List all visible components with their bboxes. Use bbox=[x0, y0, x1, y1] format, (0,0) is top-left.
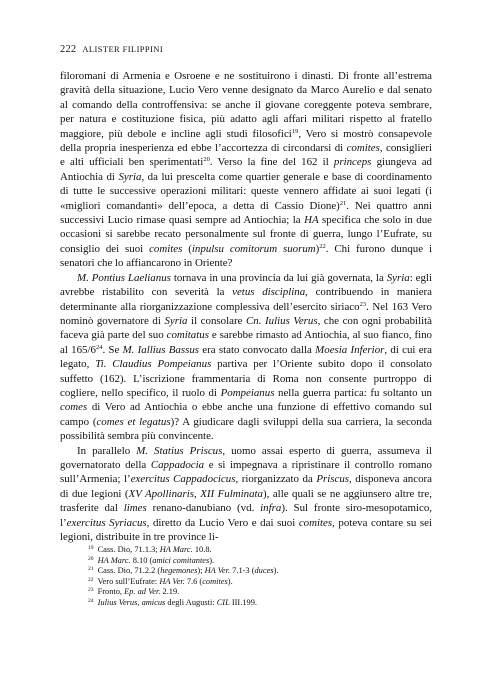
text-run: . Nei quattro anni successivi Lucio rimase quasi sempre ad Antiochia; la bbox=[60, 199, 432, 227]
italic-text: Cn. Iulius Verus bbox=[246, 314, 318, 327]
text-run: . Verso la fine del 162 il bbox=[209, 156, 334, 169]
footnote-23 bbox=[88, 587, 408, 598]
text-run: ( bbox=[182, 242, 192, 255]
running-header bbox=[60, 44, 163, 55]
text-run: : egli avrebbe ristabilito con severità la bbox=[60, 271, 432, 299]
italic-text: duces bbox=[254, 566, 274, 576]
text-run: giungeva ad Antiochia di bbox=[60, 156, 432, 183]
text-run: ). bbox=[227, 576, 233, 586]
italic-text: comitatus bbox=[166, 329, 209, 342]
text-run: , che con ogni probabilità faceva già parte del suo bbox=[60, 314, 432, 342]
text-run: era stato convocato dalla bbox=[199, 343, 316, 356]
italic-text: Syria bbox=[118, 170, 142, 183]
footnote-ref: 22 bbox=[319, 242, 326, 250]
text-run: il consolare bbox=[187, 314, 246, 327]
italic-text: Moesia Inferior bbox=[315, 343, 385, 356]
page-number: 222 bbox=[60, 44, 77, 55]
text-run: ) bbox=[315, 242, 320, 255]
text-run: ); bbox=[197, 566, 205, 576]
text-run: Cass. Dio, 71.2.2 ( bbox=[95, 566, 161, 576]
text-run: , di cui era legato, bbox=[60, 343, 432, 371]
footnote-ref: 23 bbox=[88, 587, 94, 594]
italic-text: Ti. Claudius Pompeianus bbox=[95, 358, 212, 371]
text-run: ). bbox=[273, 566, 279, 576]
italic-text: comites bbox=[298, 516, 333, 529]
text-run: filoromani di Armenia e Osroene e ne sostituirono i dinasti. Di fronte all’estrema gravità della situazione, Lucio Vero venne designato da Marco Aurelio e dal senato al comando della controffensiva: se anche il giovane coreggente poteva sembrare, per natura e costituzione fisica, più adatto agli affari militari rispetto al fratello maggiore, più debole e incline agli studi filosofici bbox=[60, 70, 432, 140]
text-run: 7.1-3 ( bbox=[230, 566, 255, 576]
text-run: e sarebbe rimasto ad Antiochia, al suo fianco, fino al 165/6 bbox=[60, 329, 432, 356]
italic-text: CIL bbox=[216, 597, 230, 607]
text-run: 8.10 ( bbox=[130, 555, 153, 565]
footnotes bbox=[88, 545, 408, 609]
italic-text: princeps bbox=[333, 156, 372, 169]
italic-text: HA Marc. bbox=[97, 555, 131, 565]
text-run: . Se bbox=[102, 343, 123, 356]
italic-text: HA Marc. bbox=[159, 545, 193, 554]
text-run: renano-danubiano (vd. bbox=[146, 502, 261, 515]
italic-text: Pompeianus bbox=[220, 386, 275, 399]
footnote-ref: 23 bbox=[359, 300, 367, 308]
italic-text: HA bbox=[304, 214, 319, 227]
footnote-ref: 20 bbox=[88, 555, 94, 562]
text-run: , riorganizzato da bbox=[235, 473, 317, 486]
running-head-author: ALISTER FILIPPINI bbox=[82, 44, 164, 54]
text-run: ). bbox=[209, 555, 215, 565]
text-run: III.199. bbox=[229, 597, 257, 607]
text-run: 7.6 ( bbox=[184, 576, 203, 586]
text-run: ). Sul fronte siro-mesopotamico, l’ bbox=[60, 502, 432, 529]
footnote-ref: 20 bbox=[203, 156, 210, 164]
body-text bbox=[60, 69, 432, 544]
text-run: e si impegnava a ripristinare il controllo romano sull’Armenia; l’ bbox=[60, 458, 432, 486]
text-run: 2.19. bbox=[160, 587, 180, 597]
text-run: nella guerra partica: fu soltanto un bbox=[274, 386, 432, 399]
text-run: , uomo assai esperto di guerra, assumeva il governatorato della bbox=[60, 444, 432, 471]
italic-text: inpulsu comitorum suorum bbox=[191, 242, 316, 255]
italic-text: vetus disciplina bbox=[232, 286, 306, 299]
footnote-ref: 21 bbox=[88, 566, 94, 573]
footnote-ref: 19 bbox=[88, 545, 94, 551]
italic-text: amici comitantes bbox=[152, 555, 210, 565]
italic-text: exercitus Cappadocicus bbox=[130, 473, 236, 486]
italic-text: comites bbox=[149, 242, 183, 255]
italic-text: comes bbox=[60, 401, 88, 414]
italic-text: XV Apollinaris bbox=[128, 487, 194, 500]
footnote-ref: 24 bbox=[88, 597, 94, 604]
text-run: , bbox=[137, 597, 142, 607]
italic-text: comes et legatus bbox=[96, 415, 171, 428]
footnote-20 bbox=[88, 556, 408, 567]
italic-text: Priscus bbox=[316, 473, 350, 486]
text-run: , consiglieri e alti ufficiali ben sperimentati bbox=[60, 142, 432, 169]
italic-text: exercitus Syriacus bbox=[66, 516, 147, 529]
footnote-21 bbox=[88, 566, 408, 577]
footnote-24 bbox=[88, 598, 408, 609]
text-run: ), alle quali se ne aggiunsero altre tre, trasferite dal bbox=[60, 487, 432, 515]
italic-text: Syria bbox=[386, 271, 410, 284]
italic-text: M. Iallius Bassus bbox=[122, 343, 200, 356]
text-run: )? A giudicare dagli sviluppi della sua carriera, la seconda possibilità sembra più convincente. bbox=[60, 415, 432, 443]
text-run: tornava in una provincia da lui già governata, la bbox=[170, 271, 387, 284]
text-run: . Chi furono dunque i senatori che lo affiancarono in Oriente? bbox=[60, 242, 432, 270]
italic-text: Iulius Verus bbox=[97, 597, 138, 607]
text-run: partiva per l’Oriente subito dopo il consolato suffetto (162). L’iscrizione frammentaria di Roma non consente purtroppo di coglierе, nello specifico, il ruolo di bbox=[60, 358, 432, 399]
italic-text: hegemones bbox=[160, 566, 198, 576]
italic-text: XII Fulminata bbox=[200, 487, 263, 500]
italic-text: Cappadocia bbox=[150, 458, 205, 471]
italic-text: HA Ver. bbox=[204, 566, 231, 576]
italic-text: M. Pontius Laelianus bbox=[77, 271, 171, 284]
footnote-ref: 21 bbox=[339, 199, 347, 207]
text-run: Cass. Dio, 71.1.3; bbox=[95, 545, 160, 554]
text-run: , diretto da Lucio Vero e dai suoi bbox=[146, 516, 299, 529]
italic-text: M. Statius Priscus bbox=[136, 444, 223, 457]
footnote-22 bbox=[88, 577, 408, 588]
footnote-ref: 19 bbox=[291, 127, 299, 135]
text-run: Vero sull’Eufrate: bbox=[95, 576, 160, 586]
footnote-ref: 24 bbox=[95, 343, 103, 351]
italic-text: comites bbox=[346, 142, 380, 155]
text-run: . Nel 163 Vero nominò governatore di bbox=[60, 300, 432, 327]
text-run: , poteva contare su sei legioni, distribuite in tre province li- bbox=[60, 516, 432, 543]
text-run: , da lui prescelta come quartier generale e base di coordinamento di tutte le successive operazioni militari: queste vennero affidate ai suoi legati (i «migliori comandanti» dell’epoca, a detta di Cassio Dione) bbox=[60, 170, 432, 212]
footnote-ref: 22 bbox=[88, 576, 94, 583]
footnote-19 bbox=[88, 545, 408, 556]
italic-text: Ep. ad Ver. bbox=[124, 587, 161, 597]
text-run: 10.8. bbox=[192, 545, 212, 554]
text-run: degli Augusti: bbox=[165, 597, 217, 607]
paragraph-3 bbox=[60, 444, 432, 545]
paragraph-2 bbox=[60, 271, 432, 444]
italic-text: comites bbox=[202, 576, 228, 586]
italic-text: HA Ver. bbox=[159, 576, 185, 586]
text-run: , Vero si mostrò consapevole della propria inesperienza ed ebbe l’accortezza di circondarsi di bbox=[60, 127, 433, 155]
italic-text: amicus bbox=[141, 597, 166, 607]
italic-text: Syria bbox=[164, 314, 188, 327]
text-run: , disponeva ancora di due legioni ( bbox=[60, 473, 432, 500]
paragraph-1 bbox=[60, 69, 432, 271]
italic-text: limes bbox=[123, 502, 147, 515]
text-run: , bbox=[193, 487, 201, 500]
text-run: di Vero ad Antiochia o ebbe anche una funzione di effettivo comando sul campo ( bbox=[60, 401, 432, 428]
text-run: In parallelo bbox=[77, 444, 137, 457]
italic-text: infra bbox=[260, 502, 282, 515]
text-run: specifica che solo in due occasioni si sarebbe recato personalmente sul fronte di guerra, lungo l’Eufrate, su consiglio dei suoi bbox=[60, 214, 432, 255]
text-run: , contribuendo in maniera determinante alla riorganizzazione complessiva dell’esercito siriaco bbox=[60, 286, 432, 313]
text-run: Fronto, bbox=[95, 587, 125, 597]
